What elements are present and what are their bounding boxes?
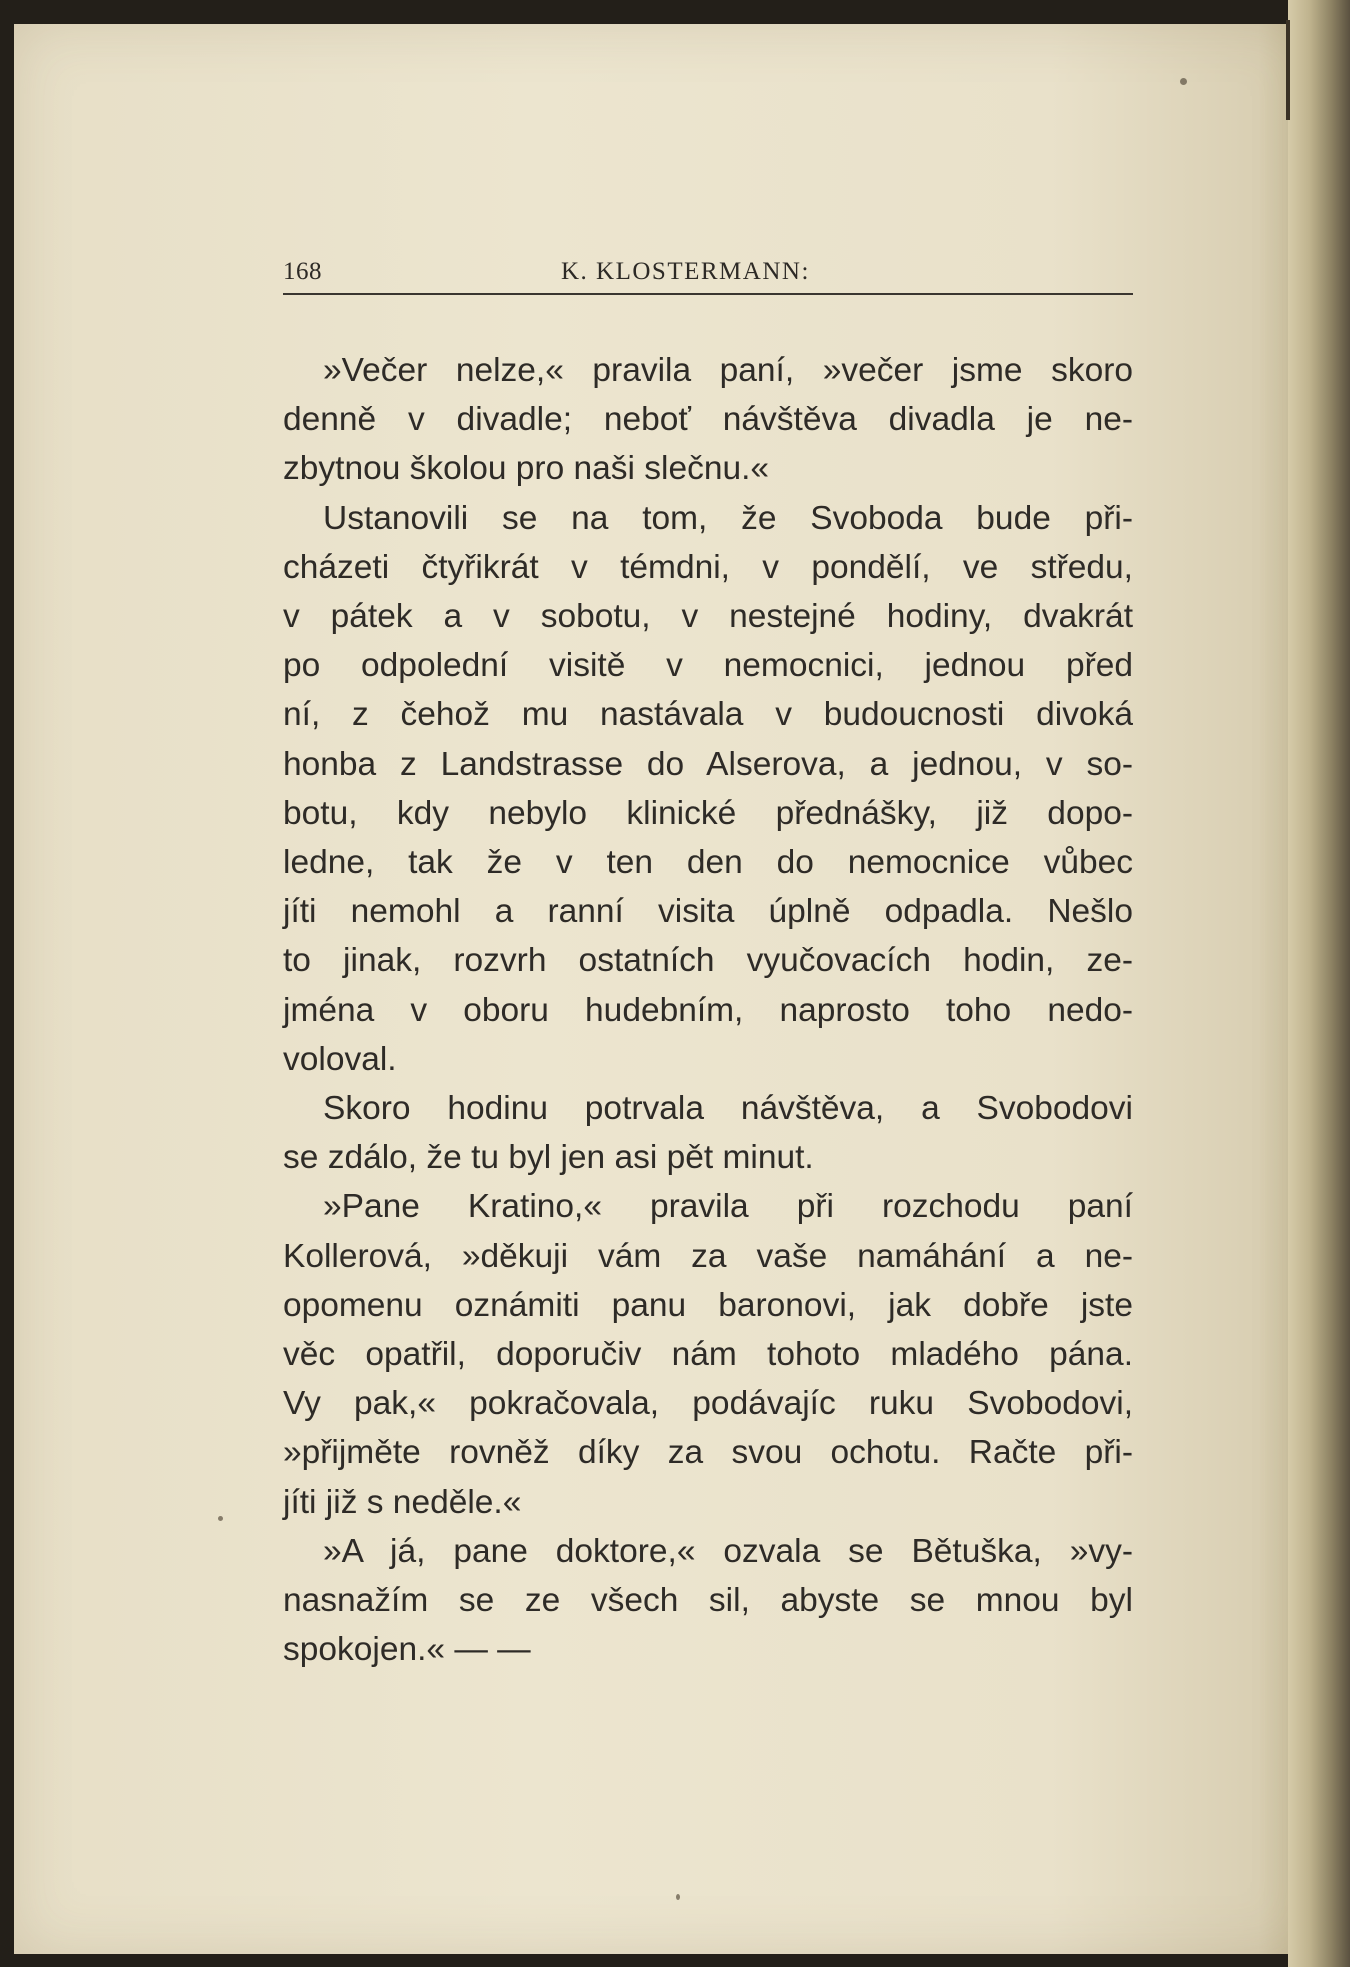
text-line: honba z Landstrasse do Alserova, a jednou, v so- <box>283 745 1133 783</box>
text-line: jména v oboru hudebním, naprosto toho nedo- <box>283 991 1133 1029</box>
book-spine <box>1288 0 1350 1967</box>
text-line: v pátek a v sobotu, v nestejné hodiny, dvakrát <box>283 598 1133 636</box>
text-line: to jinak, rozvrh ostatních vyučovacích hodin, ze- <box>283 942 1133 980</box>
text-line: Kollerová, »děkuji vám za vaše namáhání a ne- <box>283 1237 1133 1275</box>
text-line: spokojen.« — — <box>283 1631 531 1669</box>
text-line: »A já, pane doktore,« ozvala se Bětuška, »vy- <box>323 1532 1133 1570</box>
paragraph <box>283 1084 1133 1182</box>
body-text <box>283 346 1133 1674</box>
paragraph <box>283 346 1133 494</box>
text-line: Vy pak,« pokračovala, podávajíc ruku Svobodovi, <box>283 1385 1133 1423</box>
header-rule <box>283 293 1133 295</box>
text-line: denně v divadle; neboť návštěva divadla je ne- <box>283 401 1133 439</box>
text-line: botu, kdy nebylo klinické přednášky, již dopo- <box>283 794 1133 832</box>
text-line: po odpolední visitě v nemocnici, jednou před <box>283 647 1133 685</box>
text-line: zbytnou školou pro naši slečnu.« <box>283 450 770 488</box>
text-line: jíti již s neděle.« <box>283 1483 522 1521</box>
text-line: ní, z čehož mu nastávala v budoucnosti divoká <box>283 696 1133 734</box>
paragraph <box>283 1527 1133 1675</box>
paragraph <box>283 1182 1133 1526</box>
paper-speck <box>1180 78 1187 85</box>
spine-mark <box>1286 20 1290 120</box>
text-line: nasnažím se ze všech sil, abyste se mnou byl <box>283 1582 1133 1620</box>
paper-speck <box>218 1516 223 1521</box>
text-line: jíti nemohl a ranní visita úplně odpadla. Nešlo <box>283 893 1133 931</box>
page-number: 168 <box>283 258 322 285</box>
text-line: opomenu oznámiti panu baronovi, jak dobře jste <box>283 1286 1133 1324</box>
text-line: věc opatřil, doporučiv nám tohoto mladého pána. <box>283 1336 1133 1374</box>
text-line: voloval. <box>283 1040 397 1078</box>
text-line: Ustanovili se na tom, že Svoboda bude při- <box>323 499 1133 537</box>
text-line: ledne, tak že v ten den do nemocnice vůbec <box>283 844 1133 882</box>
running-title: K. KLOSTERMANN: <box>561 258 810 285</box>
text-line: »přijměte rovněž díky za svou ochotu. Račte při- <box>283 1434 1133 1472</box>
text-line: cházeti čtyřikrát v témdni, v pondělí, ve středu, <box>283 548 1133 586</box>
text-line: se zdálo, že tu byl jen asi pět minut. <box>283 1139 814 1177</box>
running-header <box>283 252 1133 298</box>
text-line: »Večer nelze,« pravila paní, »večer jsme skoro <box>323 352 1133 389</box>
paragraph <box>283 494 1133 1084</box>
text-line: Skoro hodinu potrvala návštěva, a Svobodovi <box>323 1090 1133 1128</box>
text-line: »Pane Kratino,« pravila při rozchodu paní <box>323 1188 1133 1226</box>
paper-speck <box>676 1894 680 1900</box>
